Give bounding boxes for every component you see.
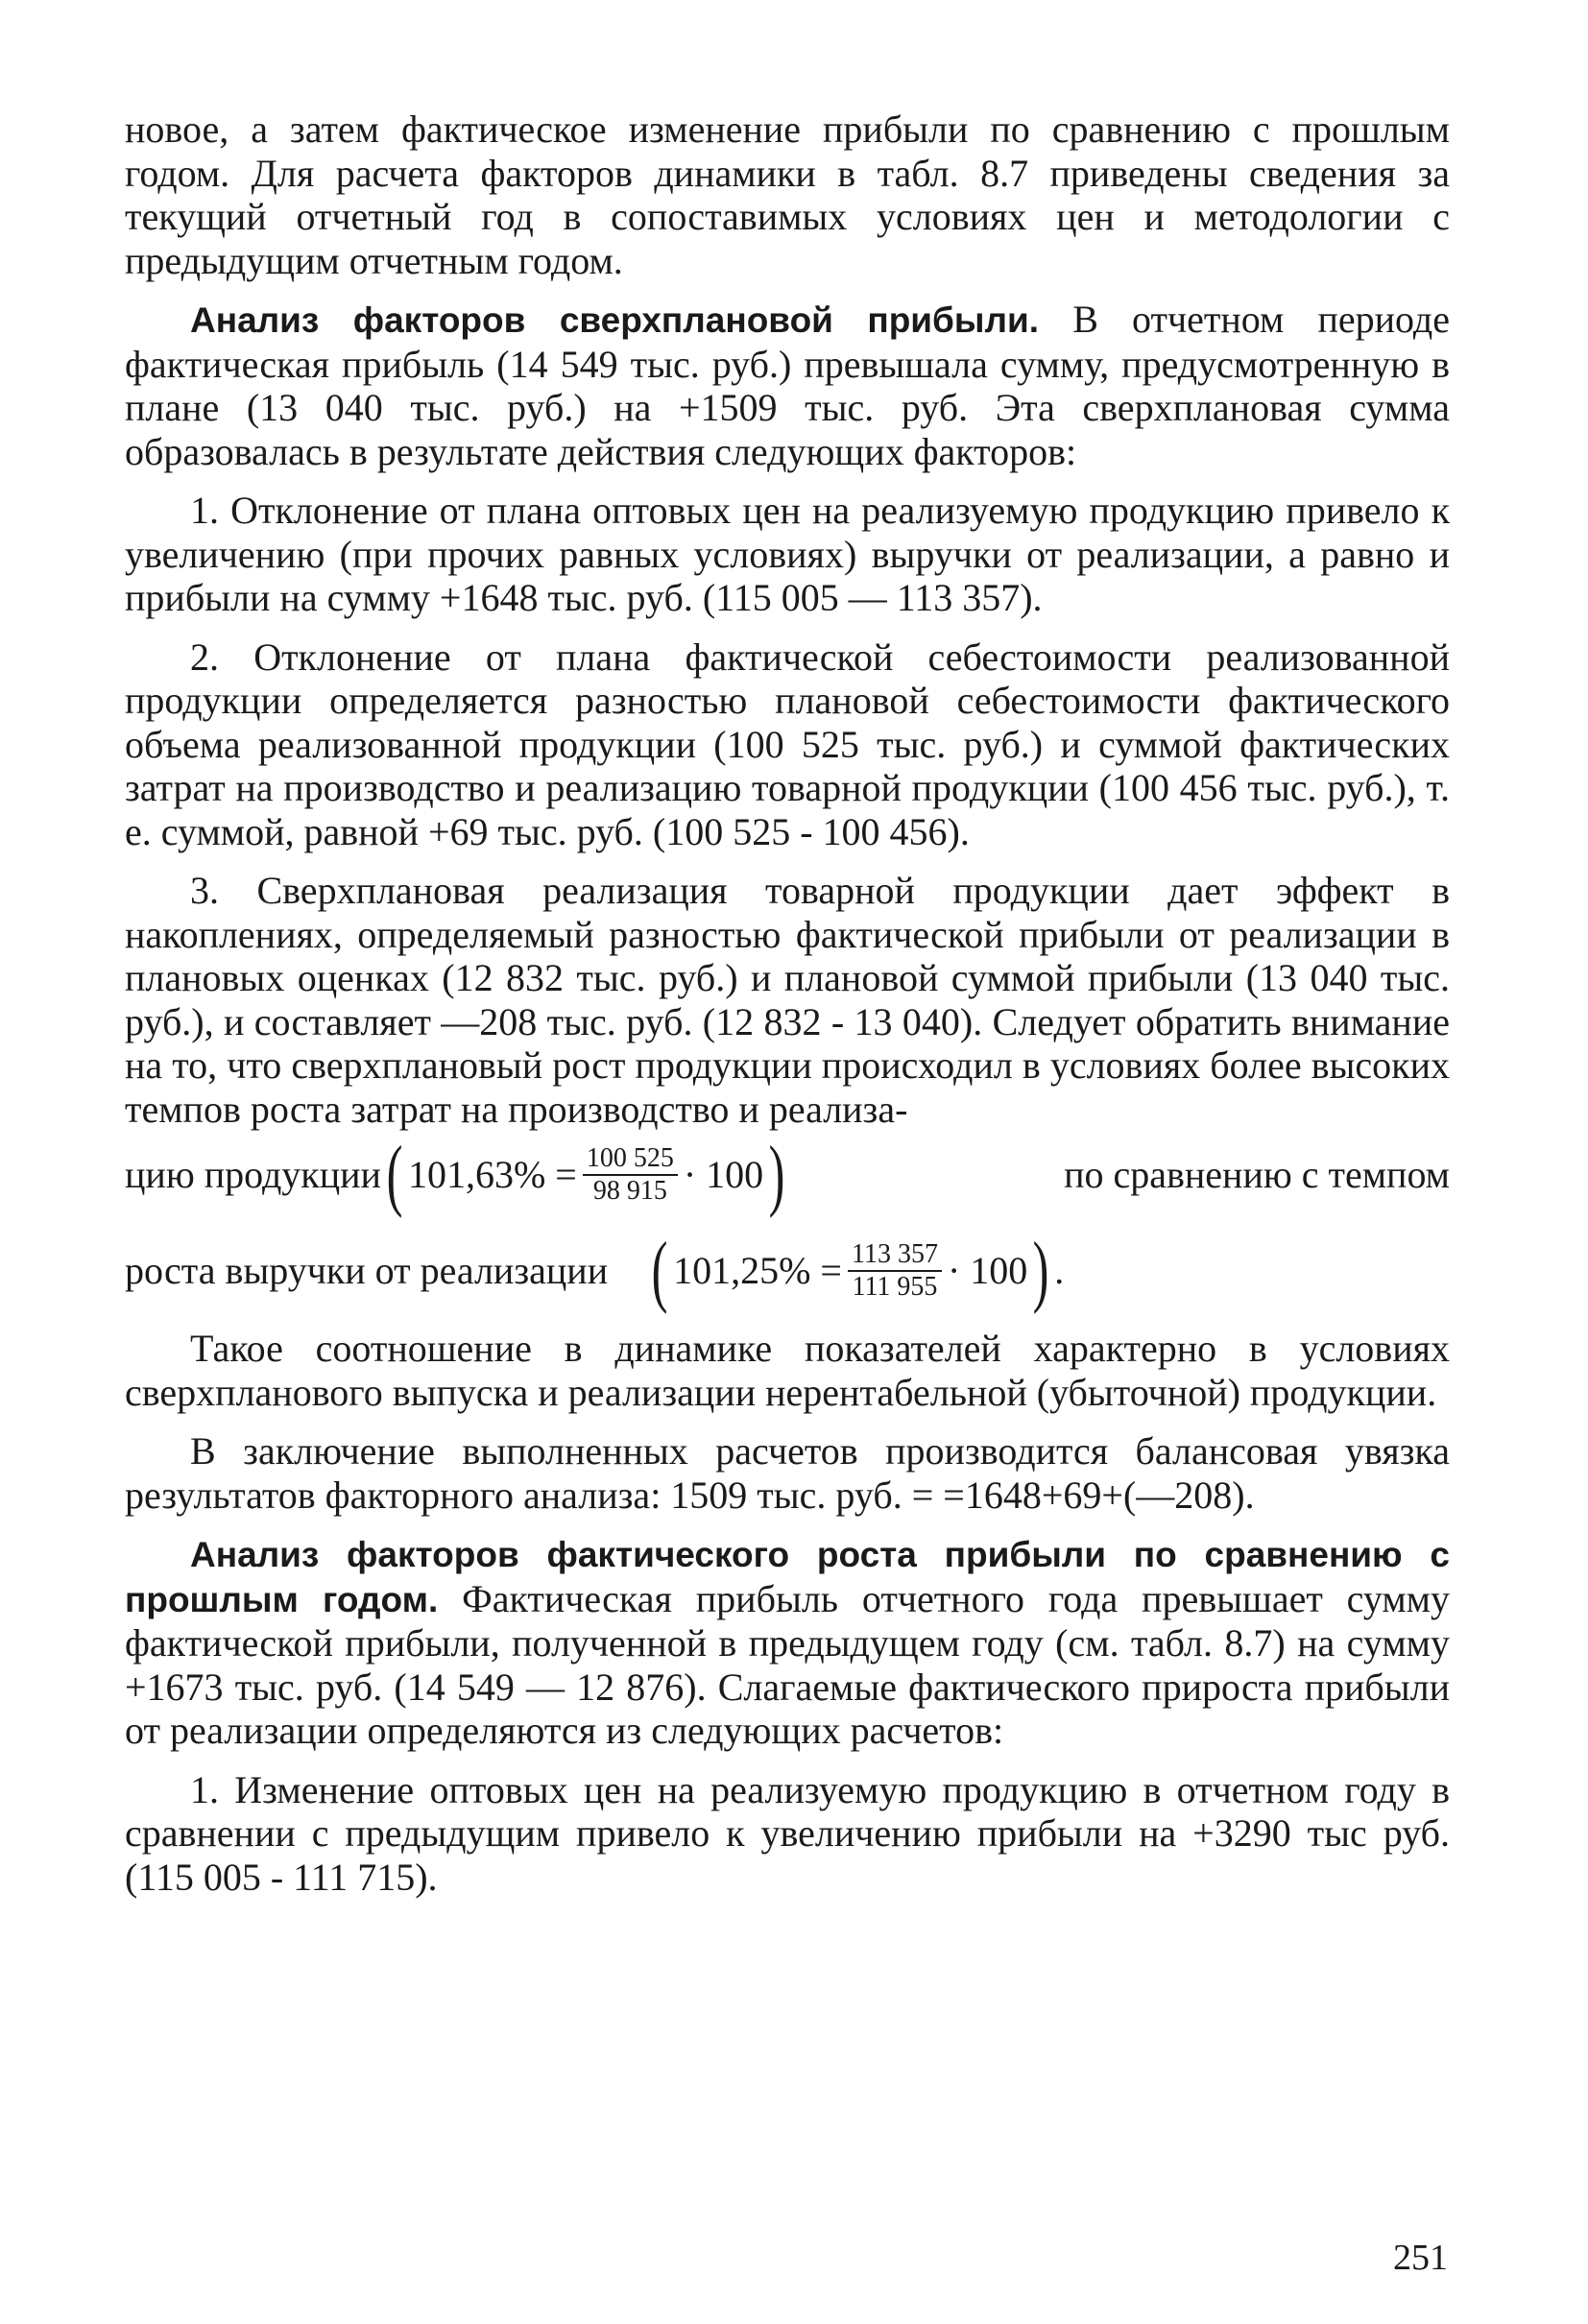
- paren-open: (: [386, 1130, 403, 1219]
- section-heading-overplan: Анализ факторов сверхплановой прибыли.: [190, 300, 1040, 340]
- formula-line-1: [125, 1130, 1450, 1219]
- paragraph-overplan-analysis: [125, 298, 1450, 473]
- page-number: 251: [1393, 2238, 1448, 2278]
- page-body: [125, 108, 1450, 1899]
- formula-2-denominator: 111 955: [852, 1272, 938, 1302]
- list-item-growth-factor-1: 1. Изменение оптовых цен на реализуемую продукцию в отчетном году в сравнении с предыдущим привело к увеличению прибыли на +3290 тыс руб. (115 005 - 111 715).: [125, 1767, 1450, 1899]
- formula-1-fraction: [583, 1143, 678, 1207]
- formula-2-numerator: 113 357: [848, 1239, 942, 1272]
- list-item-factor-2: 2. Отклонение от плана фактической себестоимости реализованной продукции определяется разностью плановой себестоимости фактического объема реализованной продукции (100 525 тыс. руб.) и суммой фактических затрат на производство и реализацию товарной продукции (100 456 тыс. руб.), т. е. суммой, равной +69 тыс. руб. (100 525 - 100 456).: [125, 635, 1450, 853]
- formula-1-value: 101,63% =: [407, 1153, 577, 1197]
- formula-line-2: [125, 1226, 1450, 1315]
- formula-2-value: 101,25% =: [673, 1249, 842, 1293]
- formula-1: [125, 1130, 790, 1219]
- paragraph-intro: новое, а затем фактическое изменение прибыли по сравнению с прошлым годом. Для расчета факторов динамики в табл. 8.7 приведены сведения за текущий отчетный год в сопоставимых условиях цен и методологии с предыдущим отчетным годом.: [125, 108, 1450, 282]
- formula-1-numerator: 100 525: [583, 1143, 678, 1176]
- paren-close: ): [768, 1130, 785, 1219]
- paren-close: ): [1032, 1226, 1049, 1315]
- section-heading-actual-growth: Анализ факторов фактического роста прибыли по сравнению с прошлым годом.: [125, 1535, 1450, 1619]
- formula-1-tail: по сравнению с темпом: [1064, 1153, 1450, 1197]
- formula-2-end: .: [1054, 1249, 1065, 1293]
- formula-2-fraction: [848, 1239, 942, 1303]
- paragraph-overplan-body: В отчетном периоде фактическая прибыль (14 549 тыс. руб.) превышала сумму, предусмотренную в плане (13 040 тыс. руб.) на +1509 тыс. руб. Эта сверхплановая сумма образовалась в результате действия следующих факторов:: [125, 298, 1450, 473]
- paragraph-actual-growth: [125, 1532, 1450, 1753]
- paragraph-actual-growth-body: Фактическая прибыль отчетного года превышает сумму фактической прибыли, полученной в предыдущем году (см. табл. 8.7) на сумму +1673 тыс. руб. (14 549 — 12 876). Слагаемые фактического прироста прибыли от реализации определяются из следующих расчетов:: [125, 1576, 1450, 1752]
- formula-1-mult: · 100: [683, 1153, 764, 1197]
- list-item-factor-1: 1. Отклонение от плана оптовых цен на реализуемую продукцию привело к увеличению (при прочих равных условиях) выручки от реализации, а равно и прибыли на сумму +1648 тыс. руб. (115 005 — 113 357).: [125, 489, 1450, 619]
- formula-1-lead: цию продукции: [125, 1153, 381, 1197]
- paren-open: (: [651, 1226, 668, 1315]
- list-item-factor-3: 3. Сверхплановая реализация товарной продукции дает эффект в накоплениях, определяемый разностью фактической прибыли от реализации в плановых оценках (12 832 тыс. руб.) и плановой суммой прибыли (13 040 тыс. руб.), и составляет —208 тыс. руб. (12 832 - 13 040). Следует обратить внимание на то, что сверхплановый рост продукции происходил в условиях более высоких темпов роста затрат на производство и реализа-: [125, 869, 1450, 1131]
- paragraph-balance: В заключение выполненных расчетов производится балансовая увязка результатов факторного анализа: 1509 тыс. руб. = =1648+69+(—208).: [125, 1429, 1450, 1517]
- formula-2-mult: · 100: [947, 1249, 1028, 1293]
- paragraph-ratio-note: Такое соотношение в динамике показателей характерно в условиях сверхпланового выпуска и реализации нерентабельной (убыточной) продукции.: [125, 1327, 1450, 1414]
- formula-2-lead: роста выручки от реализации: [125, 1249, 609, 1293]
- formula-2: [646, 1226, 1065, 1315]
- formula-1-denominator: 98 915: [592, 1176, 667, 1206]
